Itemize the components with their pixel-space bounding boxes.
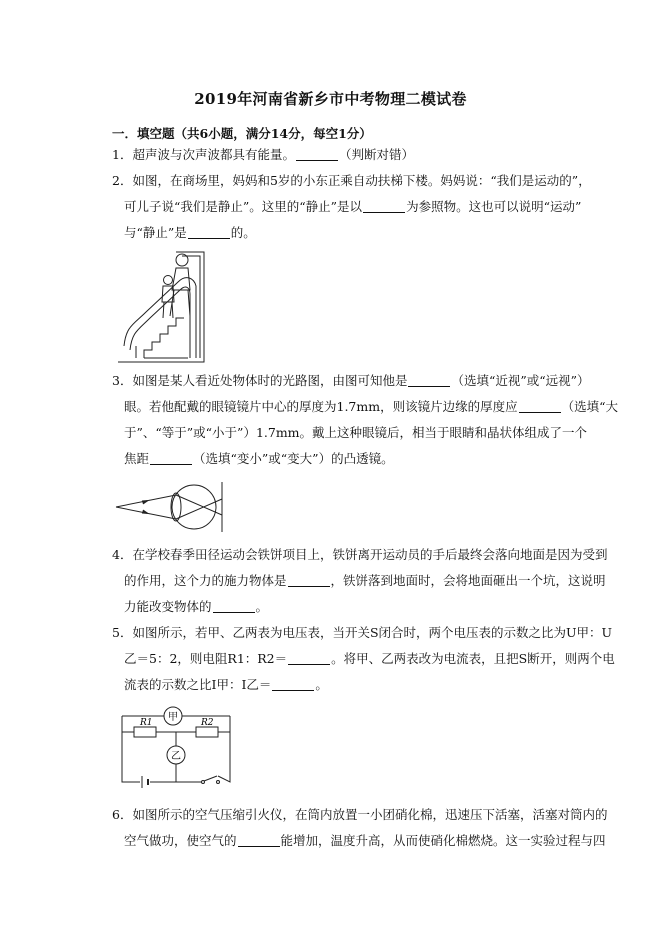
page-title: 2019年河南省新乡市中考物理二模试卷	[194, 90, 467, 108]
question-text: 乙＝5：2，则电阻R1：R2＝	[124, 651, 288, 666]
answer-blank[interactable]	[519, 398, 561, 413]
question-number: 4．	[112, 547, 133, 562]
question-text: 焦距	[124, 451, 150, 466]
question-6	[112, 802, 608, 854]
question-text: 超声波与次声波都具有能量。	[132, 147, 295, 162]
question-number: 3．	[112, 373, 133, 388]
eye-lightpath-figure	[114, 480, 226, 534]
question-3	[112, 368, 618, 472]
section-heading: 一．填空题（共6小题，满分14分，每空1分）	[112, 126, 372, 141]
question-text: 如图所示，若甲、乙两表为电压表，当开关S闭合时，两个电压表的示数之比为U甲：U	[132, 625, 613, 640]
answer-blank[interactable]	[213, 598, 255, 613]
answer-blank[interactable]	[288, 572, 330, 587]
resistor-r1-label: R1	[140, 718, 153, 728]
circuit-figure	[118, 704, 234, 788]
answer-blank[interactable]	[188, 224, 230, 239]
question-text: 为参照物。这也可以说明“运动”	[406, 199, 582, 214]
resistor-r2-label: R2	[201, 718, 214, 728]
question-text: 力能改变物体的	[124, 599, 212, 614]
question-text: 如图是某人看近处物体时的光路图，由图可知他是	[132, 373, 408, 388]
answer-blank[interactable]	[408, 372, 450, 387]
question-2	[112, 168, 591, 246]
question-text: ，铁饼落到地面时，会将地面砸出一个坑，这说明	[330, 573, 606, 588]
question-text: （选填“大	[561, 399, 618, 414]
question-text: 如图所示的空气压缩引火仪，在筒内放置一小团硝化棉，迅速压下活塞，活塞对筒内的	[132, 807, 608, 822]
question-text: 于”、“等于”或“小于”）1.7mm。戴上这种眼镜后，相当于眼睛和晶状体组成了一个	[124, 425, 588, 440]
question-text: 的。	[230, 225, 256, 240]
answer-blank[interactable]	[288, 650, 330, 665]
answer-blank[interactable]	[272, 676, 314, 691]
question-4	[112, 542, 608, 620]
meter-yi-label: 乙	[171, 751, 181, 762]
escalator-figure	[116, 246, 208, 364]
answer-blank[interactable]	[238, 832, 280, 847]
question-text: 眼。若他配戴的眼镜镜片中心的厚度为1.7mm，则该镜片边缘的厚度应	[124, 399, 518, 414]
question-number: 1．	[112, 147, 133, 162]
question-text: （选填“近视”或“远视”）	[451, 373, 590, 388]
question-text: 空气做功，使空气的	[124, 833, 237, 848]
question-1	[112, 142, 572, 168]
question-text: （选填“变小”或“变大”）的凸透镜。	[193, 451, 394, 466]
question-number: 5．	[112, 625, 133, 640]
question-5	[112, 620, 615, 698]
question-text: 。	[255, 599, 269, 614]
question-text: 。	[315, 677, 328, 692]
question-text: 流表的示数之比I甲：I乙＝	[124, 677, 272, 692]
question-text: 如图，在商场里，妈妈和5岁的小东正乘自动扶梯下楼。妈妈说：“我们是运动的”，	[132, 173, 591, 188]
question-text: （判断对错）	[338, 147, 414, 162]
answer-blank[interactable]	[150, 450, 192, 465]
question-number: 6．	[112, 807, 133, 822]
meter-jia-label: 甲	[168, 712, 178, 723]
answer-blank[interactable]	[296, 146, 338, 161]
question-text: 。将甲、乙两表改为电流表，且把S断开，则两个电	[331, 651, 615, 666]
question-text: 的作用，这个力的施力物体是	[124, 573, 287, 588]
question-text: 与“静止”是	[124, 225, 187, 240]
question-text: 在学校春季田径运动会铁饼项目上，铁饼离开运动员的手后最终会落向地面是因为受到	[132, 547, 608, 562]
answer-blank[interactable]	[363, 198, 405, 213]
question-number: 2．	[112, 173, 133, 188]
question-text: 可儿子说“我们是静止”。这里的“静止”是以	[124, 199, 363, 214]
question-text: 能增加，温度升高，从而使硝化棉燃烧。这一实验过程与四	[280, 833, 606, 848]
